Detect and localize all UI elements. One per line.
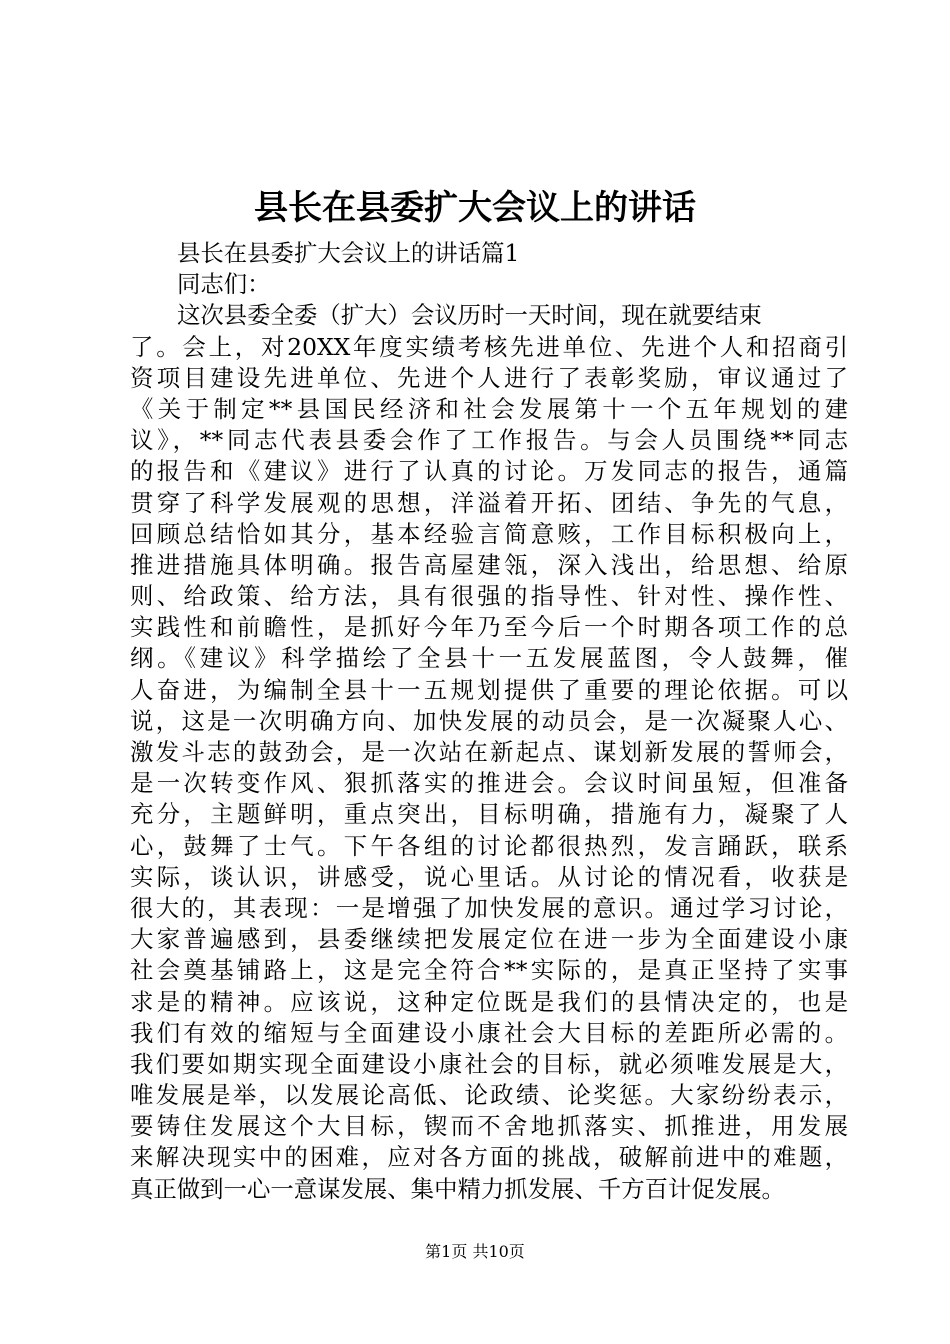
document-title: 县长在县委扩大会议上的讲话: [254, 188, 696, 228]
body-line: 实际，谈认识，讲感受，说心里话。从讨论的情况看，收获是: [130, 862, 848, 891]
body-line: 则、给政策、给方法，具有很强的指导性、针对性、操作性、: [130, 582, 848, 611]
body-line: 贯穿了科学发展观的思想，洋溢着开拓、团结、争先的气息，: [130, 488, 848, 517]
body-line: 很大的，其表现：一是增强了加快发展的意识。通过学习讨论，: [130, 893, 848, 922]
body-line: 人奋进，为编制全县十一五规划提供了重要的理论依据。可以: [130, 675, 848, 704]
body-line: 实践性和前瞻性，是抓好今年乃至今后一个时期各项工作的总: [130, 613, 848, 642]
body-line: 激发斗志的鼓劲会，是一次站在新起点、谋划新发展的誓师会，: [130, 738, 848, 766]
body-line: 来解决现实中的困难，应对各方面的挑战，破解前进中的难题，: [130, 1143, 848, 1172]
body-line: 《关于制定**县国民经济和社会发展第十一个五年规划的建: [130, 394, 848, 423]
body-line: 我们有效的缩短与全面建设小康社会大目标的差距所必需的。: [130, 1018, 848, 1047]
body-line: 要铸住发展这个大目标，锲而不舍地抓落实、抓推进，用发展: [130, 1112, 848, 1141]
body-line: 我们要如期实现全面建设小康社会的目标，就必须唯发展是大，: [130, 1049, 848, 1078]
page-number: 第1页 共10页: [425, 1242, 525, 1261]
salutation-line: 同志们：: [177, 270, 271, 299]
body-line: 唯发展是举，以发展论高低、论政绩、论奖惩。大家纷纷表示，: [130, 1081, 848, 1110]
body-line: 议》，**同志代表县委会作了工作报告。与会人员围绕**同志: [130, 426, 848, 455]
body-line: 了。会上，对20XX年度实绩考核先进单位、先进个人和招商引: [130, 332, 848, 361]
body-line: 社会奠基铺路上，这是完全符合**实际的，是真正坚持了实事: [130, 956, 848, 985]
body-line: 说，这是一次明确方向、加快发展的动员会，是一次凝聚人心、: [130, 706, 848, 735]
body-line: 推进措施具体明确。报告高屋建瓴，深入浅出，给思想、给原: [130, 550, 848, 579]
body-line: 真正做到一心一意谋发展、集中精力抓发展、千方百计促发展。: [130, 1174, 785, 1203]
document-body: [130, 238, 848, 1205]
body-line: 是一次转变作风、狠抓落实的推进会。会议时间虽短，但准备: [130, 769, 848, 798]
body-line: 大家普遍感到，县委继续把发展定位在进一步为全面建设小康: [130, 925, 848, 954]
body-line: 求是的精神。应该说，这种定位既是我们的县情决定的，也是: [130, 987, 848, 1016]
body-line: 纲。《建议》科学描绘了全县十一五发展蓝图，令人鼓舞，催: [130, 644, 848, 673]
body-line: 回顾总结恰如其分，基本经验言简意赅，工作目标积极向上，: [130, 519, 848, 548]
body-line: 这次县委全委（扩大）会议历时一天时间，现在就要结束: [177, 301, 762, 330]
body-line: 的报告和《建议》进行了认真的讨论。万发同志的报告，通篇: [130, 457, 848, 486]
body-line: 资项目建设先进单位、先进个人进行了表彰奖励，审议通过了: [130, 363, 848, 392]
subtitle-line: 县长在县委扩大会议上的讲话篇1: [177, 239, 520, 267]
body-line: 心，鼓舞了士气。下午各组的讨论都很热烈，发言踊跃，联系: [130, 831, 848, 860]
body-line: 充分，主题鲜明，重点突出，目标明确，措施有力，凝聚了人: [130, 800, 848, 829]
